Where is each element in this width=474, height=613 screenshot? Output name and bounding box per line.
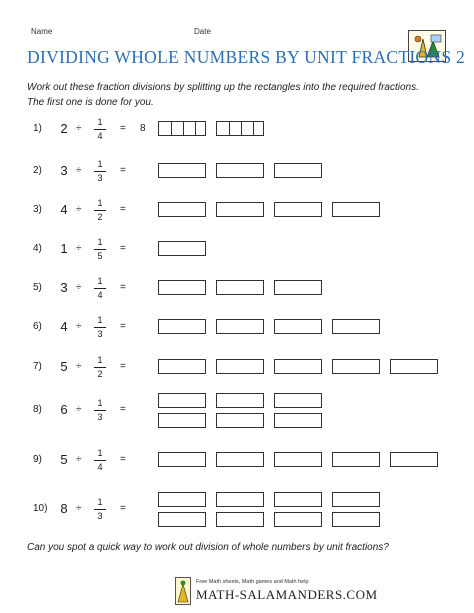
fraction-division-line bbox=[229, 122, 230, 135]
fraction-numerator: 1 bbox=[97, 497, 103, 507]
fraction-denominator: 3 bbox=[97, 329, 103, 339]
equals-sign: = bbox=[120, 503, 126, 514]
whole-rectangle[interactable] bbox=[274, 163, 322, 178]
unit-fraction bbox=[94, 159, 106, 184]
name-label: Name bbox=[31, 27, 53, 36]
fraction-bar bbox=[94, 171, 106, 172]
whole-rectangle[interactable] bbox=[332, 452, 380, 467]
fraction-bar bbox=[94, 327, 106, 328]
equals-sign: = bbox=[120, 454, 126, 465]
fraction-bar bbox=[94, 410, 106, 411]
fraction-denominator: 3 bbox=[97, 412, 103, 422]
whole-number: 4 bbox=[60, 202, 68, 217]
whole-rectangle[interactable] bbox=[274, 492, 322, 507]
instructions-line-1: Work out these fraction divisions by splitting up the rectangles into the required fractions. bbox=[27, 82, 419, 93]
whole-rectangle[interactable] bbox=[332, 492, 380, 507]
equals-sign: = bbox=[120, 123, 126, 134]
problem-number: 8) bbox=[33, 404, 42, 415]
whole-number: 3 bbox=[60, 163, 68, 178]
whole-rectangle[interactable] bbox=[158, 163, 206, 178]
footer-question: Can you spot a quick way to work out division of whole numbers by unit fractions? bbox=[27, 542, 389, 553]
whole-rectangle[interactable] bbox=[216, 393, 264, 408]
fraction-bar bbox=[94, 460, 106, 461]
problem-row bbox=[0, 191, 474, 231]
whole-rectangle[interactable] bbox=[274, 413, 322, 428]
division-sign: ÷ bbox=[76, 243, 82, 254]
whole-number: 2 bbox=[60, 121, 68, 136]
problem-row bbox=[0, 391, 474, 431]
unit-fraction bbox=[94, 198, 106, 223]
fraction-numerator: 1 bbox=[97, 117, 103, 127]
whole-number: 1 bbox=[60, 241, 68, 256]
problem-row bbox=[0, 441, 474, 481]
whole-rectangle[interactable] bbox=[274, 280, 322, 295]
division-sign: ÷ bbox=[76, 321, 82, 332]
division-sign: ÷ bbox=[76, 204, 82, 215]
fraction-denominator: 4 bbox=[97, 290, 103, 300]
fraction-numerator: 1 bbox=[97, 237, 103, 247]
division-sign: ÷ bbox=[76, 282, 82, 293]
equals-sign: = bbox=[120, 243, 126, 254]
fraction-denominator: 3 bbox=[97, 173, 103, 183]
fraction-denominator: 4 bbox=[97, 462, 103, 472]
fraction-bar bbox=[94, 249, 106, 250]
whole-rectangle[interactable] bbox=[274, 393, 322, 408]
division-sign: ÷ bbox=[76, 454, 82, 465]
problem-row bbox=[0, 348, 474, 388]
fraction-bar bbox=[94, 129, 106, 130]
unit-fraction bbox=[94, 315, 106, 340]
fraction-division-line bbox=[253, 122, 254, 135]
whole-rectangle[interactable] bbox=[158, 319, 206, 334]
fraction-bar bbox=[94, 509, 106, 510]
whole-rectangle[interactable] bbox=[390, 359, 438, 374]
whole-rectangle[interactable] bbox=[332, 319, 380, 334]
fraction-numerator: 1 bbox=[97, 355, 103, 365]
fraction-numerator: 1 bbox=[97, 276, 103, 286]
whole-rectangle[interactable] bbox=[158, 393, 206, 408]
whole-rectangle[interactable] bbox=[158, 241, 206, 256]
fraction-bar bbox=[94, 288, 106, 289]
date-label: Date bbox=[194, 27, 211, 36]
equals-sign: = bbox=[120, 204, 126, 215]
problem-number: 3) bbox=[33, 204, 42, 215]
fraction-denominator: 2 bbox=[97, 212, 103, 222]
fraction-numerator: 1 bbox=[97, 448, 103, 458]
whole-rectangle[interactable] bbox=[158, 413, 206, 428]
equals-sign: = bbox=[120, 404, 126, 415]
whole-rectangle[interactable] bbox=[274, 452, 322, 467]
whole-rectangle[interactable] bbox=[216, 452, 264, 467]
whole-number: 3 bbox=[60, 280, 68, 295]
problem-number: 5) bbox=[33, 282, 42, 293]
unit-fraction bbox=[94, 398, 106, 423]
whole-number: 8 bbox=[60, 501, 68, 516]
equals-sign: = bbox=[120, 282, 126, 293]
fraction-division-line bbox=[171, 122, 172, 135]
fraction-numerator: 1 bbox=[97, 198, 103, 208]
fraction-division-line bbox=[183, 122, 184, 135]
whole-rectangle[interactable] bbox=[274, 359, 322, 374]
whole-rectangle[interactable] bbox=[158, 280, 206, 295]
fraction-numerator: 1 bbox=[97, 159, 103, 169]
answer-value: 8 bbox=[140, 123, 146, 134]
whole-rectangle[interactable] bbox=[390, 452, 438, 467]
fraction-numerator: 1 bbox=[97, 315, 103, 325]
page-title: DIVIDING WHOLE NUMBERS BY UNIT FRACTIONS 2 bbox=[27, 47, 466, 67]
whole-rectangle[interactable] bbox=[158, 359, 206, 374]
fraction-denominator: 3 bbox=[97, 511, 103, 521]
division-sign: ÷ bbox=[76, 503, 82, 514]
whole-rectangle[interactable] bbox=[216, 202, 264, 217]
whole-rectangle[interactable] bbox=[332, 359, 380, 374]
whole-number: 4 bbox=[60, 319, 68, 334]
equals-sign: = bbox=[120, 321, 126, 332]
division-sign: ÷ bbox=[76, 404, 82, 415]
problem-row bbox=[0, 490, 474, 530]
problem-row bbox=[0, 269, 474, 309]
whole-rectangle[interactable] bbox=[216, 319, 264, 334]
problem-row bbox=[0, 110, 474, 150]
salamander-logo-icon bbox=[175, 577, 191, 605]
problem-row bbox=[0, 308, 474, 348]
problem-number: 9) bbox=[33, 454, 42, 465]
whole-rectangle[interactable] bbox=[274, 202, 322, 217]
whole-rectangle[interactable] bbox=[332, 202, 380, 217]
whole-rectangle[interactable] bbox=[216, 280, 264, 295]
whole-rectangle[interactable] bbox=[274, 512, 322, 527]
fraction-denominator: 4 bbox=[97, 131, 103, 141]
footer-brand: MATH-SALAMANDERS.COM bbox=[196, 587, 378, 602]
whole-rectangle[interactable] bbox=[216, 121, 264, 136]
unit-fraction bbox=[94, 276, 106, 301]
whole-rectangle[interactable] bbox=[158, 121, 206, 136]
fraction-numerator: 1 bbox=[97, 398, 103, 408]
whole-rectangle[interactable] bbox=[158, 512, 206, 527]
footer-tagline: Free Math sheets, Math games and Math help bbox=[196, 579, 309, 585]
problem-number: 10) bbox=[33, 503, 48, 514]
division-sign: ÷ bbox=[76, 165, 82, 176]
fraction-division-line bbox=[241, 122, 242, 135]
fraction-division-line bbox=[195, 122, 196, 135]
whole-rectangle[interactable] bbox=[216, 492, 264, 507]
whole-rectangle[interactable] bbox=[216, 163, 264, 178]
problem-row bbox=[0, 230, 474, 270]
instructions-line-2: The first one is done for you. bbox=[27, 97, 154, 108]
unit-fraction bbox=[94, 448, 106, 473]
whole-rectangle[interactable] bbox=[216, 359, 264, 374]
problem-number: 2) bbox=[33, 165, 42, 176]
unit-fraction bbox=[94, 355, 106, 380]
whole-rectangle[interactable] bbox=[158, 452, 206, 467]
problem-number: 6) bbox=[33, 321, 42, 332]
whole-rectangle[interactable] bbox=[332, 512, 380, 527]
problem-number: 1) bbox=[33, 123, 42, 134]
division-sign: ÷ bbox=[76, 123, 82, 134]
fraction-bar bbox=[94, 210, 106, 211]
equals-sign: = bbox=[120, 165, 126, 176]
whole-rectangle[interactable] bbox=[216, 413, 264, 428]
fraction-denominator: 5 bbox=[97, 251, 103, 261]
division-sign: ÷ bbox=[76, 361, 82, 372]
whole-rectangle[interactable] bbox=[274, 319, 322, 334]
problem-row bbox=[0, 152, 474, 192]
whole-rectangle[interactable] bbox=[158, 492, 206, 507]
problem-number: 7) bbox=[33, 361, 42, 372]
whole-number: 5 bbox=[60, 359, 68, 374]
whole-rectangle[interactable] bbox=[158, 202, 206, 217]
whole-number: 6 bbox=[60, 402, 68, 417]
whole-rectangle[interactable] bbox=[216, 512, 264, 527]
equals-sign: = bbox=[120, 361, 126, 372]
fraction-denominator: 2 bbox=[97, 369, 103, 379]
unit-fraction bbox=[94, 117, 106, 142]
unit-fraction bbox=[94, 237, 106, 262]
fraction-bar bbox=[94, 367, 106, 368]
unit-fraction bbox=[94, 497, 106, 522]
problem-number: 4) bbox=[33, 243, 42, 254]
whole-number: 5 bbox=[60, 452, 68, 467]
